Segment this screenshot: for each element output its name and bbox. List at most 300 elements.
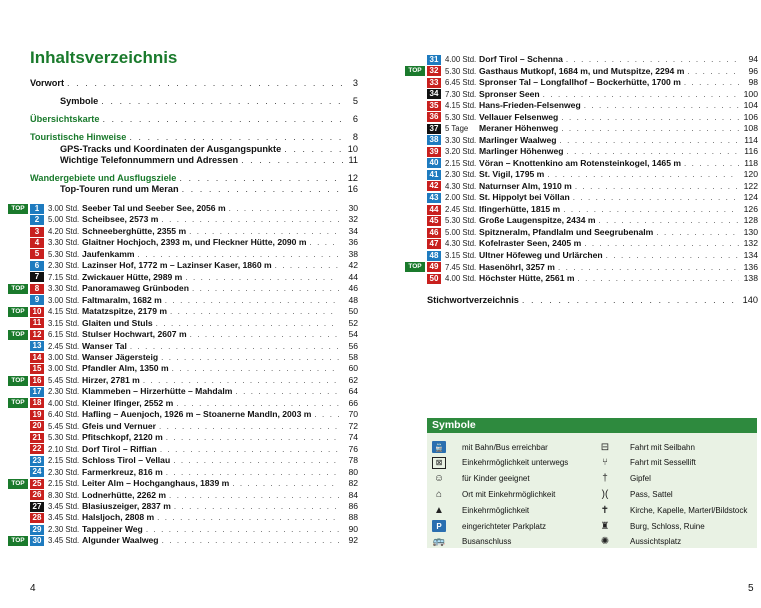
top-badge: TOP (405, 262, 425, 272)
top-badge (8, 295, 28, 305)
top-badge: TOP (405, 66, 425, 76)
tour-row[interactable] (8, 214, 358, 225)
tour-duration: 2.45 Std. (445, 204, 477, 214)
tour-duration: 4.20 Std. (48, 226, 80, 236)
tour-number: 45 (427, 216, 441, 226)
top-badge (8, 364, 28, 374)
leader-dots (684, 77, 739, 88)
tour-page: 80 (348, 466, 358, 477)
tour-name: Gasthaus Mutkopf, 1684 m, und Mutspitze, 2294 m (479, 65, 685, 76)
top-badge (8, 421, 28, 431)
tour-row[interactable] (8, 398, 358, 409)
tour-row[interactable] (8, 524, 358, 535)
tour-name: Hans-Frieden-Felsenweg (479, 100, 581, 111)
top-badge (405, 216, 425, 226)
child-icon: ☺ (433, 473, 445, 485)
leader-dots (584, 238, 739, 249)
tour-row[interactable] (405, 204, 758, 215)
top-badge: TOP (8, 376, 28, 386)
leader-dots (567, 146, 739, 157)
tour-duration: 2.00 Std. (445, 193, 477, 203)
tour-page: 116 (744, 146, 758, 157)
index-entry[interactable] (427, 294, 758, 306)
tour-name: Glaiten und Stuls (82, 317, 153, 328)
chairlift-icon: ⑂ (602, 457, 608, 469)
symbol-row (432, 472, 530, 486)
tour-duration: 6.40 Std. (48, 410, 80, 420)
tour-duration: 4.30 Std. (445, 181, 477, 191)
tour-duration: 2.45 Std. (48, 341, 80, 351)
toc-entry[interactable] (60, 154, 358, 166)
tour-page: 138 (743, 273, 758, 284)
tour-name: Dorf Tirol – Schenna (479, 54, 563, 64)
page-title: Inhaltsverzeichnis (30, 48, 178, 67)
tour-name: Hafling – Auenjoch, 1926 m – Stoanerne Mandln, 2003 m (82, 409, 312, 420)
leader-dots (190, 329, 339, 340)
tour-row[interactable] (405, 250, 758, 261)
tour-row[interactable] (8, 432, 358, 443)
tour-duration: 3.30 Std. (445, 135, 477, 145)
tour-duration: 6.45 Std. (445, 78, 477, 88)
tour-row[interactable] (8, 444, 358, 455)
top-badge (8, 261, 28, 271)
tour-name: Lazinser Hof, 1772 m – Lazinser Kaser, 1860 m (82, 260, 272, 271)
tour-number: 36 (427, 112, 441, 122)
leader-dots (101, 95, 343, 107)
tour-duration: 4.00 Std. (445, 55, 477, 64)
tour-name: Große Laugenspitze, 2434 m (479, 215, 596, 226)
tour-page: 66 (348, 397, 358, 408)
top-badge (405, 205, 425, 215)
tour-row[interactable] (405, 112, 758, 123)
leader-dots (309, 237, 339, 248)
tour-name: Tappeiner Weg (82, 523, 143, 534)
tour-name: Pfitschkopf, 2120 m (82, 432, 163, 443)
tour-row[interactable] (405, 135, 758, 146)
leader-dots (161, 352, 339, 363)
top-badge (8, 215, 28, 225)
tour-number: 6 (30, 261, 44, 271)
top-badge (405, 228, 425, 238)
tour-page: 30 (348, 203, 358, 213)
tour-page: 70 (348, 409, 358, 420)
leader-dots (182, 183, 343, 195)
top-badge: TOP (8, 398, 28, 408)
tour-row[interactable] (8, 535, 358, 546)
tour-page: 134 (743, 250, 758, 260)
leader-dots (561, 112, 739, 123)
leader-dots (684, 158, 739, 169)
tour-duration: 5.00 Std. (445, 227, 477, 237)
toc-entry-label: Übersichtskarte (30, 114, 100, 124)
tour-number: 32 (427, 66, 441, 76)
symbols-title: Symbole (427, 418, 757, 433)
tour-name: Kleiner Ifinger, 2552 m (82, 397, 174, 408)
tour-row[interactable] (8, 386, 358, 397)
tour-page: 126 (743, 203, 758, 214)
viewpoint-icon: ✺ (600, 536, 610, 548)
tour-number: 8 (30, 284, 44, 294)
top-badge (405, 135, 425, 145)
tour-number: 23 (30, 456, 44, 466)
toc-entry[interactable] (30, 113, 358, 125)
leader-dots (143, 375, 339, 386)
tour-duration: 2.15 Std. (48, 456, 80, 466)
tour-row[interactable] (8, 203, 358, 214)
top-badge (8, 513, 28, 523)
tour-number: 22 (30, 444, 44, 454)
tour-row[interactable] (405, 158, 758, 169)
leader-dots (192, 283, 339, 294)
symbol-row (432, 440, 548, 454)
leader-dots (235, 386, 339, 397)
tour-row[interactable] (405, 146, 758, 157)
tour-row[interactable] (8, 455, 358, 466)
toc-entry-label: Touristische Hinweise (30, 132, 127, 142)
leader-dots (138, 249, 339, 260)
top-badge (405, 78, 425, 88)
leader-dots (606, 250, 739, 261)
tour-name: Meraner Höhenweg (479, 123, 559, 134)
toc-entry-page: 3 (352, 78, 358, 88)
tour-number: 44 (427, 205, 441, 215)
leader-dots (561, 123, 739, 134)
top-badge (405, 55, 425, 65)
tour-name: Faltmaralm, 1682 m (82, 294, 162, 305)
tour-page: 128 (743, 215, 758, 226)
tour-number: 14 (30, 353, 44, 363)
leader-dots (522, 294, 740, 306)
cable-car-icon: ⊟ (600, 441, 610, 453)
symbol-label: Burg, Schloss, Ruine (630, 521, 705, 531)
top-badge: TOP (8, 307, 28, 317)
tour-page: 38 (348, 248, 358, 259)
tour-number: 20 (30, 421, 44, 431)
toc-entry-page: 6 (352, 114, 358, 124)
top-badge (405, 101, 425, 111)
tour-duration: 5.30 Std. (445, 66, 477, 76)
tour-row[interactable] (8, 329, 358, 340)
index-page: 140 (742, 295, 758, 305)
tour-row[interactable] (405, 54, 758, 65)
tour-number: 31 (427, 55, 441, 65)
tour-name: Stulser Hochwart, 2607 m (82, 329, 187, 340)
top-badge (8, 467, 28, 477)
top-badge: TOP (8, 479, 28, 489)
tour-page: 76 (348, 443, 358, 454)
tour-number: 25 (30, 479, 44, 489)
tour-row[interactable] (405, 169, 758, 180)
tour-row[interactable] (405, 192, 758, 203)
tour-row[interactable] (8, 375, 358, 386)
tour-row[interactable] (8, 249, 358, 260)
tour-row[interactable] (405, 123, 758, 134)
leader-dots (560, 135, 739, 146)
tour-number: 50 (427, 274, 441, 284)
toc-entry-label: GPS-Tracks und Koordinaten der Ausgangspunkte (60, 144, 282, 154)
tour-row[interactable] (8, 341, 358, 352)
symbol-label: Ort mit Einkehrmöglichkeit (462, 489, 556, 499)
leader-dots (166, 467, 339, 478)
top-badge (405, 251, 425, 261)
top-badge (8, 525, 28, 535)
tour-duration: 4.15 Std. (445, 101, 477, 111)
tour-page: 118 (744, 157, 758, 168)
tour-number: 37 (427, 124, 441, 134)
tour-page: 60 (348, 363, 358, 374)
top-badge (8, 353, 28, 363)
tour-duration: 3.00 Std. (48, 295, 80, 305)
tour-page: 92 (348, 535, 358, 546)
top-badge: TOP (8, 330, 28, 340)
tour-name: Spronser Tal – Longfallhof – Bockerhütte, 1700 m (479, 77, 681, 88)
top-badge (405, 158, 425, 168)
tour-number: 15 (30, 364, 44, 374)
tour-number: 27 (30, 502, 44, 512)
tour-page: 96 (748, 65, 758, 76)
leader-dots (172, 363, 339, 374)
toc-entry-label: Vorwort (30, 78, 65, 88)
tour-page: 114 (744, 134, 758, 145)
tour-number: 49 (427, 262, 441, 272)
top-badge (405, 170, 425, 180)
tour-row[interactable] (8, 318, 358, 329)
toc-entry-label: Wichtige Telefonnummern und Adressen (60, 155, 239, 165)
bus-icon: 🚌 (432, 536, 446, 548)
tour-duration: 5.30 Std. (48, 249, 80, 259)
tour-duration: 4.00 Std. (445, 274, 477, 284)
tour-row[interactable] (405, 89, 758, 100)
symbol-row (598, 535, 681, 549)
top-badge (8, 341, 28, 351)
leader-dots (241, 154, 343, 166)
tour-page: 78 (348, 455, 358, 466)
tour-duration: 7.15 Std. (48, 272, 80, 282)
toc-entry[interactable] (60, 95, 358, 107)
toc-entry-page: 5 (352, 96, 358, 106)
tour-number: 4 (30, 238, 44, 248)
tour-page: 58 (348, 351, 358, 362)
tour-name: Glaitner Hochjoch, 2393 m, und Fleckner Hütte, 2090 m (82, 237, 307, 248)
top-badge (405, 112, 425, 122)
toc-entry[interactable] (30, 77, 358, 89)
tour-page: 98 (748, 77, 758, 88)
tour-page: 90 (348, 523, 358, 534)
tour-name: Leiter Alm – Hochganghaus, 1839 m (82, 478, 230, 489)
tour-duration: 3.30 Std. (48, 238, 80, 248)
tour-name: Algunder Waalweg (82, 535, 159, 546)
tour-number: 33 (427, 78, 441, 88)
tour-row[interactable] (405, 100, 758, 111)
leader-dots (157, 512, 339, 523)
tour-duration: 5.30 Std. (445, 112, 477, 122)
leader-dots (575, 181, 739, 192)
tour-number: 3 (30, 227, 44, 237)
tour-name: Pfandler Alm, 1350 m (82, 363, 169, 374)
tour-page: 64 (348, 386, 358, 397)
tour-number: 9 (30, 295, 44, 305)
symbol-row (432, 519, 546, 533)
top-badge (405, 124, 425, 134)
index-label: Stichwortverzeichnis (427, 295, 519, 305)
tour-number: 48 (427, 251, 441, 261)
leader-dots (174, 501, 339, 512)
hut-icon: ▲ (434, 504, 444, 516)
tour-page: 136 (743, 261, 758, 272)
tour-duration: 2.30 Std. (445, 170, 477, 180)
symbol-label: mit Bahn/Bus erreichbar (462, 442, 548, 452)
tour-duration: 5.45 Std. (48, 375, 80, 385)
tour-page: 74 (348, 432, 358, 443)
symbol-row (598, 440, 695, 454)
tour-row[interactable] (8, 490, 358, 501)
tour-name: Matatzspitze, 2179 m (82, 306, 168, 317)
tour-duration: 2.30 Std. (48, 524, 80, 534)
symbol-label: Fahrt mit Sessellift (630, 458, 696, 468)
tour-page: 36 (348, 237, 358, 248)
tour-name: Wanser Tal (82, 340, 127, 351)
leader-dots (162, 535, 339, 546)
top-badge (8, 318, 28, 328)
tour-row[interactable] (405, 66, 758, 77)
tour-duration: 7.45 Std. (445, 262, 477, 272)
tour-number: 7 (30, 272, 44, 282)
tour-row[interactable] (405, 215, 758, 226)
tour-row[interactable] (8, 512, 358, 523)
symbol-label: Einkehrmöglichkeit unterwegs (462, 458, 569, 468)
tour-duration: 2.30 Std. (48, 387, 80, 397)
tour-number: 41 (427, 170, 441, 180)
toc-entry-page: 16 (347, 184, 358, 194)
tour-row[interactable] (8, 421, 358, 432)
leader-dots (232, 478, 339, 489)
leader-dots (156, 318, 339, 329)
tour-name: Halsljoch, 2808 m (82, 512, 155, 523)
tour-number: 13 (30, 341, 44, 351)
tour-row[interactable] (8, 363, 358, 374)
tour-name: Hasenöhrl, 3257 m (479, 261, 555, 272)
tour-row[interactable] (8, 226, 358, 237)
leader-dots (275, 260, 339, 271)
tour-number: 5 (30, 249, 44, 259)
tour-number: 19 (30, 410, 44, 420)
tour-name: Kofelraster Seen, 2405 m (479, 238, 582, 249)
leader-dots (566, 54, 739, 65)
tour-row[interactable] (8, 260, 358, 271)
tour-page: 124 (743, 192, 758, 203)
toc-entry[interactable] (60, 183, 358, 195)
top-badge (8, 387, 28, 397)
tour-row[interactable] (8, 272, 358, 283)
tour-name: Lodnerhütte, 2262 m (82, 489, 167, 500)
tour-row[interactable] (405, 77, 758, 88)
tour-page: 72 (348, 420, 358, 431)
top-badge (405, 239, 425, 249)
toc-entry-page: 12 (347, 173, 358, 183)
tour-row[interactable] (405, 181, 758, 192)
tour-row[interactable] (8, 283, 358, 294)
tour-page: 84 (348, 489, 358, 500)
tour-row[interactable] (8, 295, 358, 306)
tour-page: 94 (748, 54, 758, 64)
top-badge (8, 238, 28, 248)
tour-page: 104 (743, 100, 758, 111)
tour-page: 108 (743, 123, 758, 134)
leader-dots (102, 113, 343, 125)
toc-entry-label: Wandergebiete und Ausflugsziele (30, 173, 177, 183)
symbol-row (598, 472, 651, 486)
tour-page: 42 (348, 260, 358, 271)
tour-page: 56 (348, 340, 358, 351)
tour-page: 130 (743, 226, 758, 237)
symbol-label: Einkehrmöglichkeit (462, 505, 530, 515)
top-badge (8, 444, 28, 454)
tour-row[interactable] (8, 237, 358, 248)
tour-name: Ifingerhütte, 1815 m (479, 203, 561, 214)
tour-name: Wanser Jägersteig (82, 351, 159, 362)
tour-page: 86 (348, 500, 358, 511)
tour-page: 132 (743, 238, 758, 249)
castle-icon: ♜ (600, 520, 610, 532)
tour-duration: 3.45 Std. (48, 513, 80, 523)
top-badge (405, 193, 425, 203)
tour-name: St. Vigil, 1795 m (479, 169, 545, 180)
tour-name: Ultner Höfeweg und Urlärchen (479, 250, 603, 260)
tour-duration: 3.00 Std. (48, 204, 80, 213)
tour-row[interactable] (405, 273, 758, 284)
tour-name: Seeber Tal und Seeber See, 2056 m (82, 203, 226, 213)
top-badge (8, 249, 28, 259)
tour-row[interactable] (8, 478, 358, 489)
symbol-label: Kirche, Kapelle, Marterl/Bildstock (630, 505, 748, 515)
tour-number: 39 (427, 147, 441, 157)
leader-dots (169, 490, 339, 501)
tour-name: Höchster Hütte, 2561 m (479, 273, 575, 284)
leader-dots (656, 227, 739, 238)
top-badge (405, 181, 425, 191)
symbol-row (598, 487, 673, 501)
tour-name: Schloss Tirol – Vellau (82, 455, 171, 466)
tour-duration: 3.15 Std. (445, 251, 477, 260)
tour-duration: 4.00 Std. (48, 398, 80, 408)
tour-row[interactable] (405, 227, 758, 238)
tour-row[interactable] (8, 501, 358, 512)
toc-entry[interactable] (30, 131, 358, 143)
tour-number: 11 (30, 318, 44, 328)
tour-number: 38 (427, 135, 441, 145)
tour-row[interactable] (405, 262, 758, 273)
tour-row[interactable] (8, 467, 358, 478)
tour-name: Farmerkreuz, 816 m (82, 466, 163, 477)
tour-number: 18 (30, 398, 44, 408)
tour-duration: 3.20 Std. (445, 147, 477, 157)
summit-cross-icon: † (602, 473, 608, 485)
tour-row[interactable] (405, 238, 758, 249)
leader-dots (160, 444, 339, 455)
tour-page: 88 (348, 512, 358, 523)
leader-dots (173, 455, 339, 466)
tour-row[interactable] (8, 352, 358, 363)
top-badge (8, 433, 28, 443)
tour-name: Dorf Tirol – Riffian (82, 443, 157, 454)
leader-dots (129, 131, 343, 143)
tour-row[interactable] (8, 306, 358, 317)
tour-row[interactable] (8, 409, 358, 420)
tour-page: 32 (348, 214, 358, 225)
top-badge: TOP (8, 284, 28, 294)
tour-duration: 5 Tage (445, 124, 469, 134)
top-badge: TOP (8, 536, 28, 546)
